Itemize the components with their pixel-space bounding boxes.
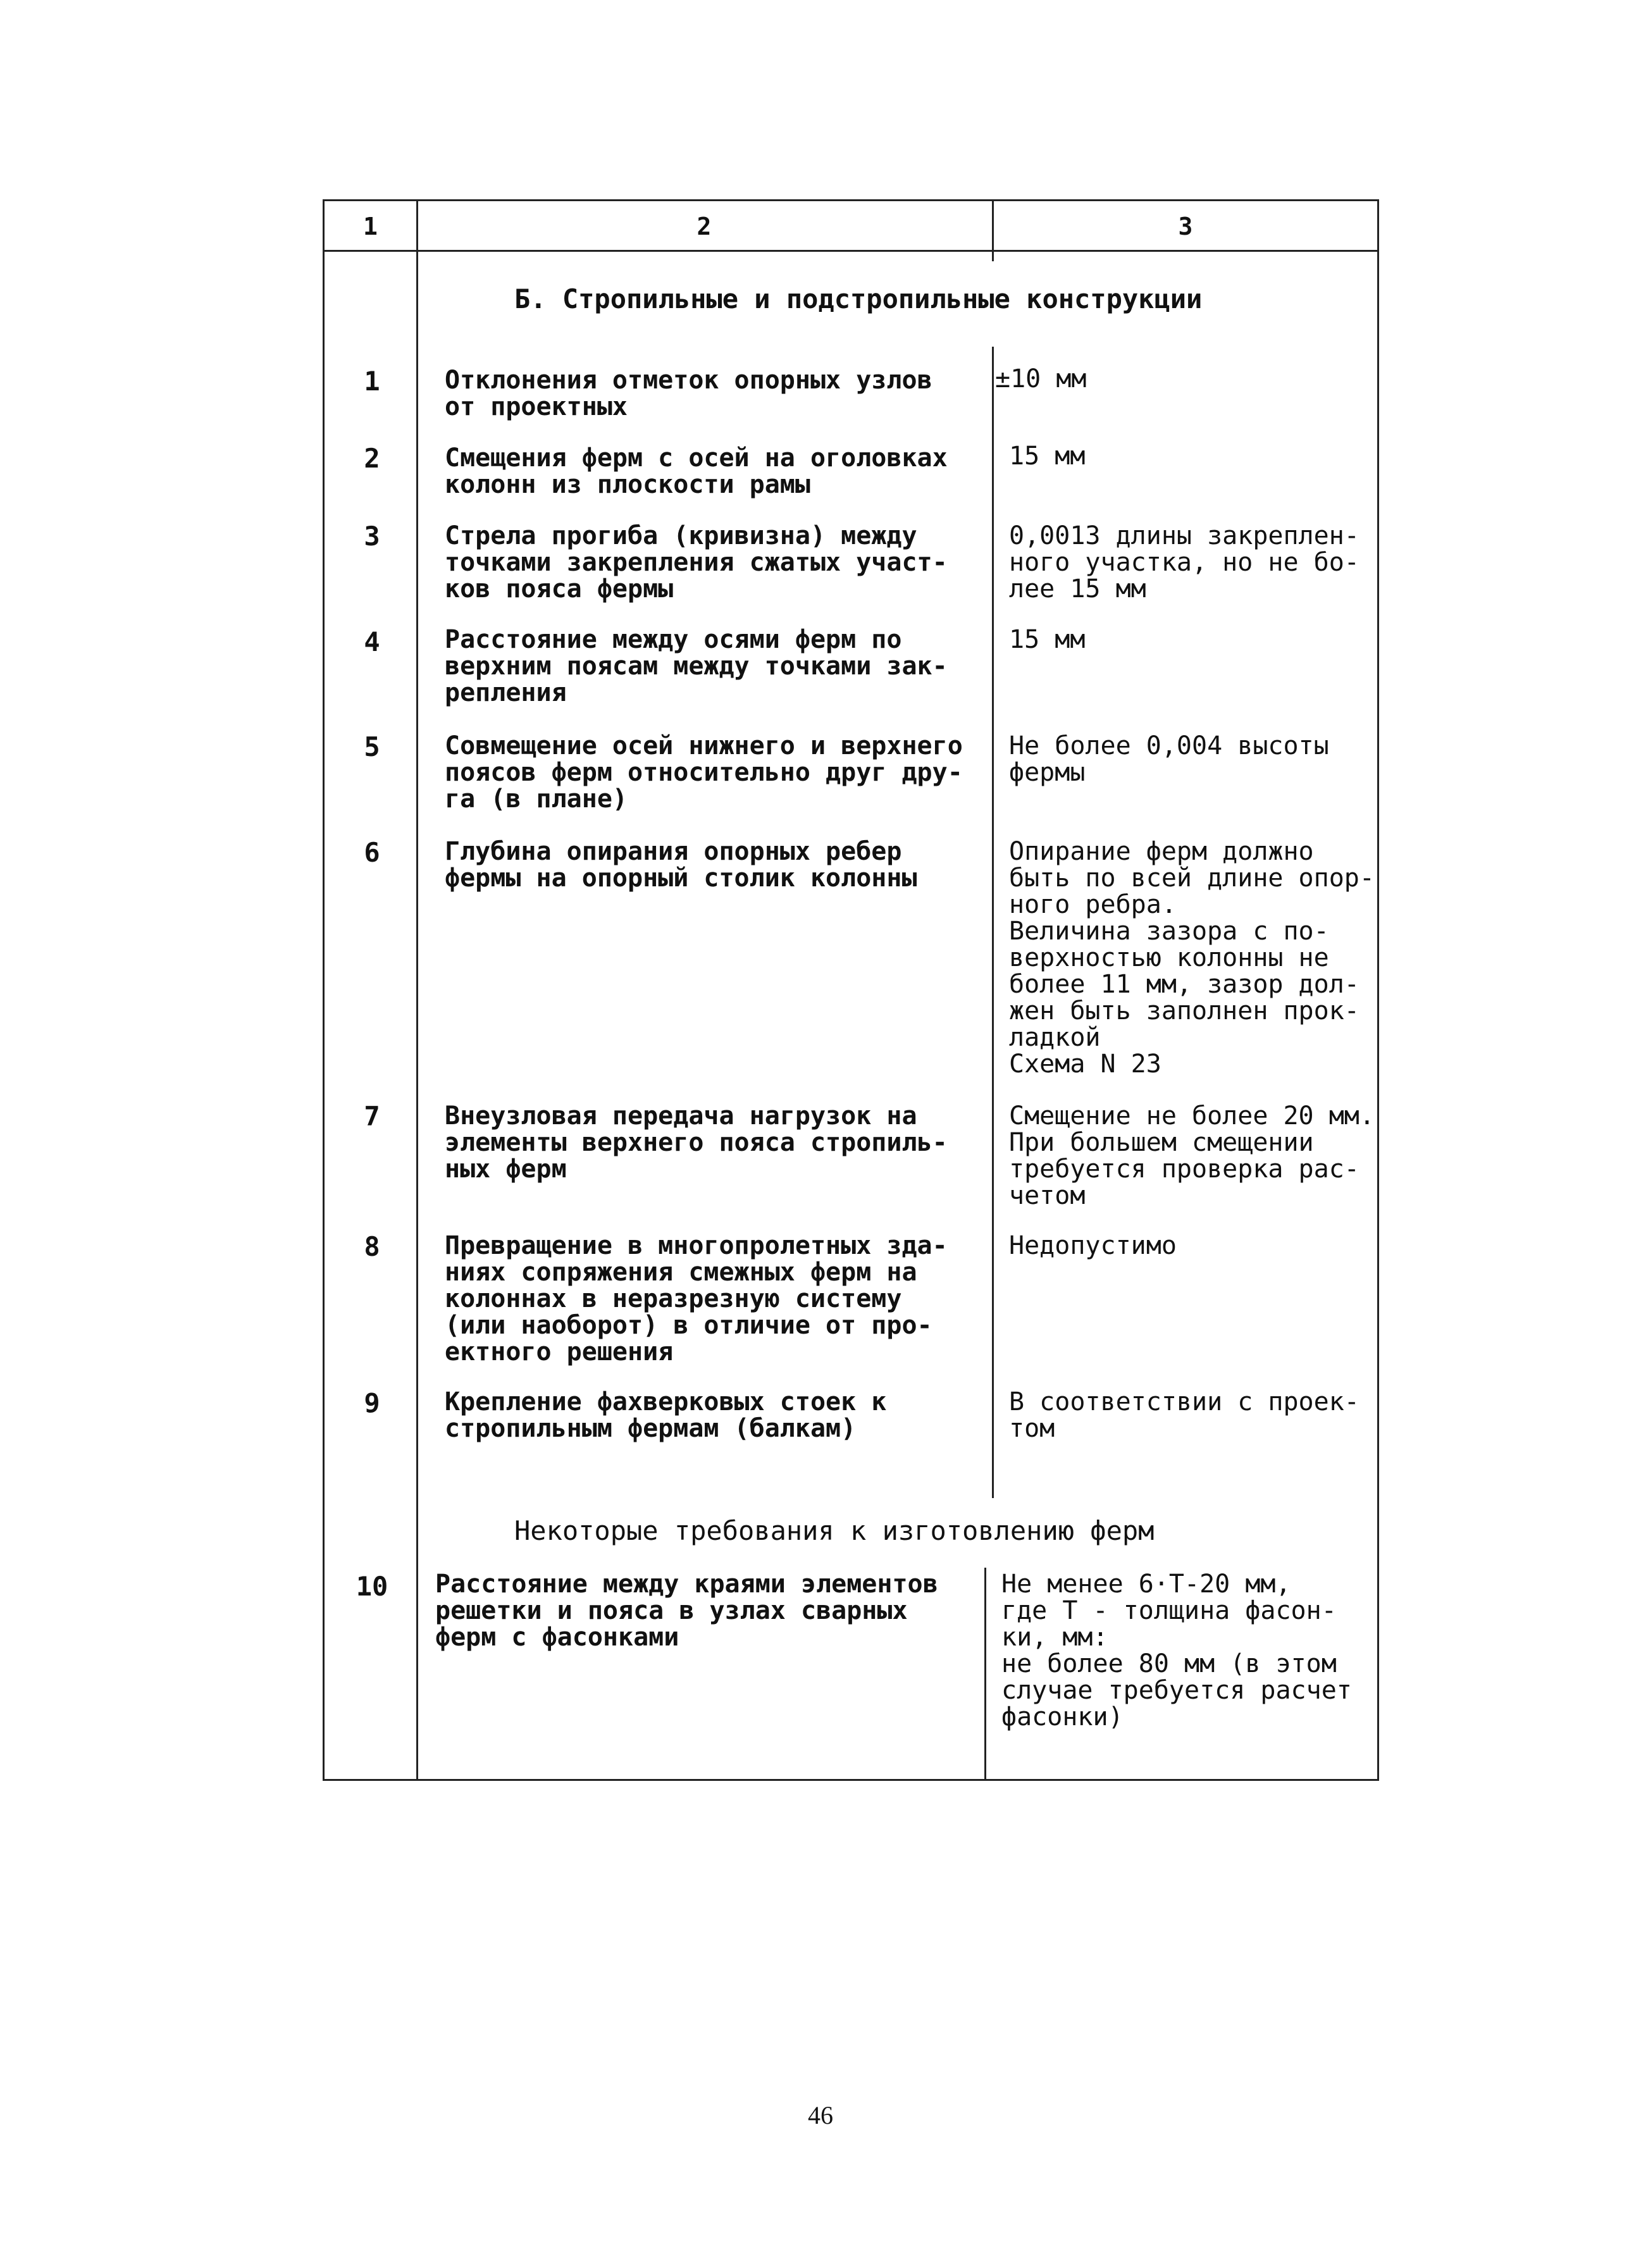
row-number: 5 [364,731,380,762]
row-tolerance: Не более 0,004 высоты фермы [1009,731,1329,787]
row-number: 7 [364,1101,380,1132]
row-tolerance: Недопустимо [1009,1231,1177,1260]
row-number: 6 [364,837,380,868]
subsection-title: Некоторые требования к изготовлению ферм [514,1515,1155,1546]
header-col-1: 1 [363,213,378,240]
column-divider-1 [416,201,418,1779]
header-col-3: 3 [1178,213,1193,240]
page-number: 46 [808,2101,833,2129]
row-tolerance: 0,0013 длины закреплен- ного участка, но не бо- лее 15 мм [1009,521,1359,604]
row-description: Внеузловая передача нагрузок на элементы верхнего пояса стропиль- ных ферм [445,1101,948,1184]
row-number: 10 [356,1571,388,1602]
row-tolerance: Не менее 6·Т-20 мм, где Т - толщина фасон- ки, мм: не более 80 мм (в этом случае требуется расчет фасонки) [1001,1570,1352,1732]
requirements-table [323,199,1379,1781]
row-number: 3 [364,521,380,552]
row-tolerance: Опирание ферм должно быть по всей длине опор- ного ребра. Величина зазора с по- верхностью колонны не более 11 мм, зазор дол- жен быть заполнен прок- ладкой Схема N 23 [1009,837,1375,1079]
row-number: 1 [364,366,380,397]
header-divider [325,250,1377,252]
row-tolerance: Смещение не более 20 мм. При большем смещении требуется проверка рас- четом [1009,1101,1375,1210]
row-number: 9 [364,1387,380,1418]
row-tolerance: 15 мм [1009,625,1086,654]
row-description: Совмещение осей нижнего и верхнего поясов ферм относительно друг дру- га (в плане) [445,731,963,814]
row-number: 4 [364,626,380,657]
row-description: Превращение в многопролетных зда- ниях сопряжения смежных ферм на колоннах в неразрезную систему (или наоборот) в отличие от про- ектного решения [445,1231,948,1366]
row-number: 8 [364,1231,380,1262]
section-b-title: Б. Стропильные и подстропильные конструкции [514,283,1203,314]
row-description: Глубина опирания опорных ребер фермы на опорный столик колонны [445,837,917,893]
row-description: Смещения ферм с осей на оголовках колонн из плоскости рамы [445,443,948,499]
row-tolerance: ±10 мм [995,364,1087,393]
row-tolerance: В соответствии с проек- том [1009,1387,1359,1443]
row-description: Крепление фахверковых стоек к стропильным фермам (балкам) [445,1387,887,1443]
row-description: Стрела прогиба (кривизна) между точками закрепления сжатых участ- ков пояса фермы [445,521,948,604]
row-number: 2 [364,443,380,474]
row-description: Расстояние между осями ферм по верхним поясам между точками зак- репления [445,625,948,707]
row-tolerance: 15 мм [1009,442,1086,471]
row-description: Отклонения отметок опорных узлов от проектных [445,366,932,421]
row-description: Расстояние между краями элементов решетки и пояса в узлах сварных ферм с фасонками [435,1570,938,1652]
header-col-2: 2 [697,213,712,240]
